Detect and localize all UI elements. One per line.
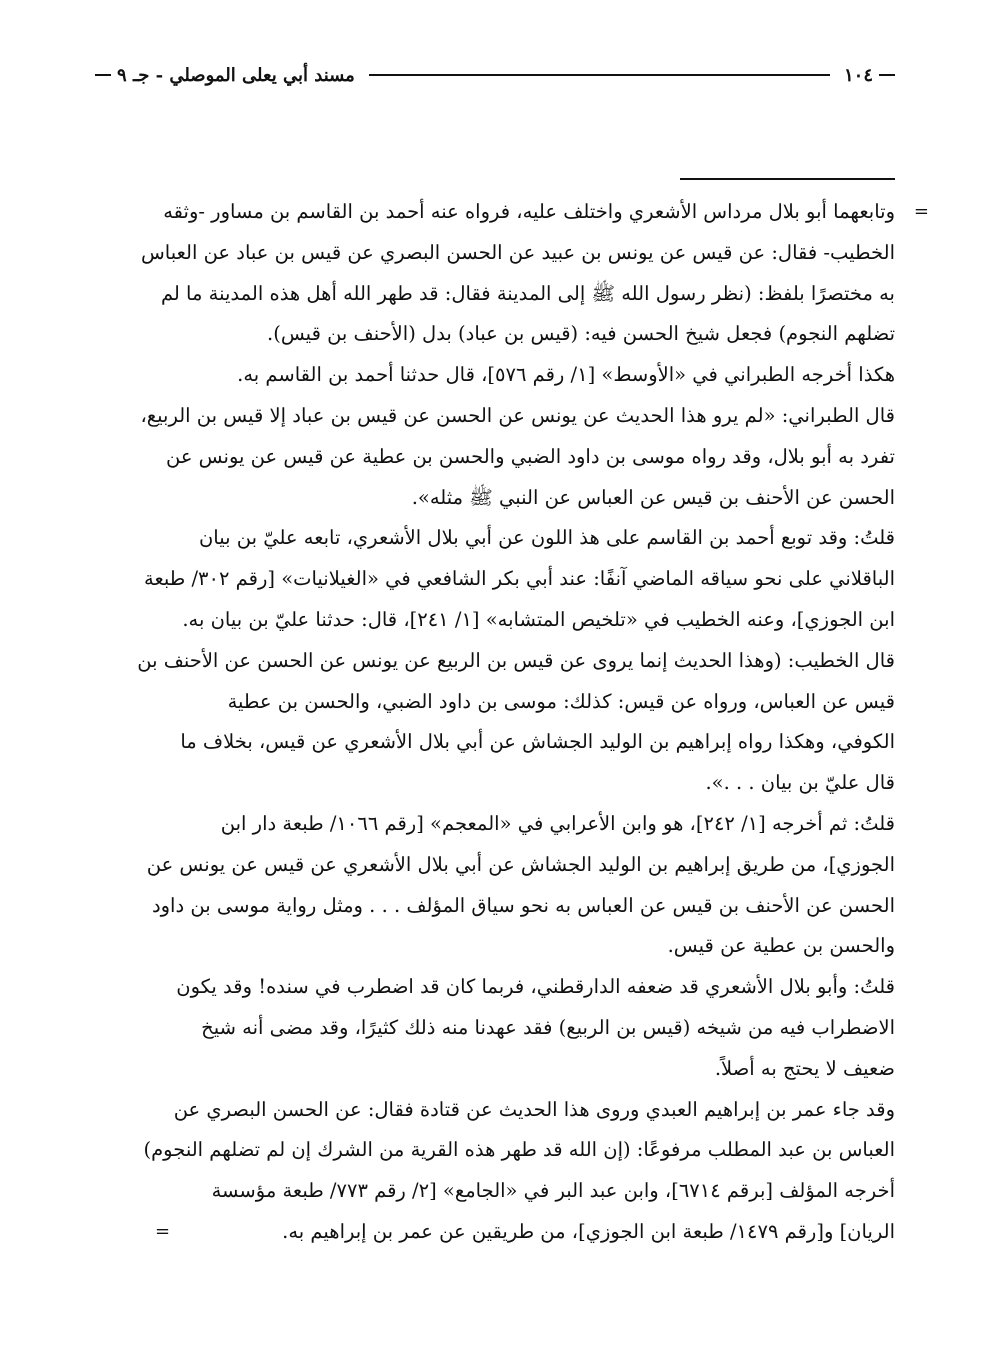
text-line: = وتابعهما أبو بلال مرداس الأشعري واختلف عليه، فرواه عنه أحمد بن القاسم بن مساور -وثقه [95,192,895,233]
text-line: قال الخطيب: (وهذا الحديث إنما يروى عن قيس بن الربيع عن يونس عن الحسن عن الأحنف بن [137,648,895,672]
text-line: قال الطبراني: «لم يرو هذا الحديث عن يونس عن الحسن عن قيس بن عباد إلا قيس بن الربيع، [140,403,895,427]
text-line: ابن الجوزي]، وعنه الخطيب في «تلخيص المتشابه» [١/ ٢٤١]، قال: حدثنا عليّ بن بيان به. [182,607,895,631]
text-line: الحسن عن الأحنف بن قيس عن العباس به نحو سياق المؤلف . . . ومثل رواية موسى بن داود [151,893,895,917]
text-line: قيس عن العباس، ورواه عن قيس: كذلك: موسى بن داود الضبي، والحسن بن عطية [227,689,895,713]
text-line: قلتُ: وأبو بلال الأشعري قد ضعفه الدارقطني، فربما كان قد اضطرب في سنده! وقد يكون [176,975,895,999]
continuation-mark-start: = [913,201,929,222]
text-line: الباقلاني على نحو سياقه الماضي آنفًا: عند أبي بكر الشافعي في «الغيلانيات» [رقم ٣٠٢/ طبعة [144,567,895,591]
text-line: الكوفي، وهكذا رواه إبراهيم بن الوليد الجشاش عن أبي بلال الأشعري عن قيس، بخلاف ما [180,730,895,754]
book-title: مسند أبي يعلى الموصلي - جـ ٩ [117,64,355,86]
header-dash-right [879,74,895,76]
text-line: أخرجه المؤلف [برقم ٦٧١٤]، وابن عبد البر في «الجامع» [٢/ رقم ٧٧٣/ طبعة مؤسسة [211,1179,895,1203]
page-number: ١٠٤ [843,64,873,86]
continuation-mark-end: = [155,1220,171,1242]
text-line: والحسن بن عطية عن قيس. [667,934,895,958]
header-rule [369,74,830,76]
text-line: قلتُ: وقد توبع أحمد بن القاسم على هذ اللون عن أبي بلال الأشعري، تابعه عليّ بن بيان [198,526,895,550]
text-line: به مختصرًا بلفظ: (نظر رسول الله ﷺ إلى المدينة فقال: قد طهر الله أهل هذه المدينة ما لم [160,281,895,305]
text-line: الريان] و[رقم ١٤٧٩/ طبعة ابن الجوزي]، من طريقين عن عمر بن إبراهيم به. = [95,1212,895,1253]
text-line: تضلهم النجوم) فجعل شيخ الحسن فيه: (قيس بن عباد) بدل (الأحنف بن قيس). [267,322,895,346]
header-dash-left [95,74,111,76]
text-line: تفرد به أبو بلال، وقد رواه موسى بن داود الضبي والحسن بن عطية عن قيس عن يونس عن [165,444,895,468]
text-line: هكذا أخرجه الطبراني في «الأوسط» [١/ رقم ٥٧٦]، قال حدثنا أحمد بن القاسم به. [237,363,895,387]
page-header [95,58,895,92]
text-line: ضعيف لا يحتج به أصلاً. [714,1056,895,1080]
text-line: الجوزي]، من طريق إبراهيم بن الوليد الجشاش عن أبي بلال الأشعري عن قيس عن يونس عن [146,852,895,876]
text-line: الاضطراب فيه من شيخه (قيس بن الربيع) فقد عهدنا منه ذلك كثيرًا، وقد مضى أنه شيخ [201,1015,895,1039]
footnote-body [95,192,929,1253]
text-line: الحسن عن الأحنف بن قيس عن العباس عن النبي ﷺ مثله». [411,485,895,509]
footnote-separator [680,178,895,180]
text-line: العباس بن عبد المطلب مرفوعًا: (إن الله قد طهر هذه القرية من الشرك إن لم تضلهم النجوم) [143,1138,895,1162]
text-line: قال عليّ بن بيان . . .». [705,771,895,795]
text-line: قلتُ: ثم أخرجه [١/ ٢٤٢]، هو وابن الأعرابي في «المعجم» [رقم ١٠٦٦/ طبعة دار ابن [220,811,895,835]
text-line: الخطيب- فقال: عن قيس عن يونس بن عبيد عن الحسن البصري عن قيس بن عباد عن العباس [140,240,895,264]
text-line: وقد جاء عمر بن إبراهيم العبدي وروى هذا الحديث عن قتادة فقال: عن الحسن البصري عن [173,1097,895,1121]
